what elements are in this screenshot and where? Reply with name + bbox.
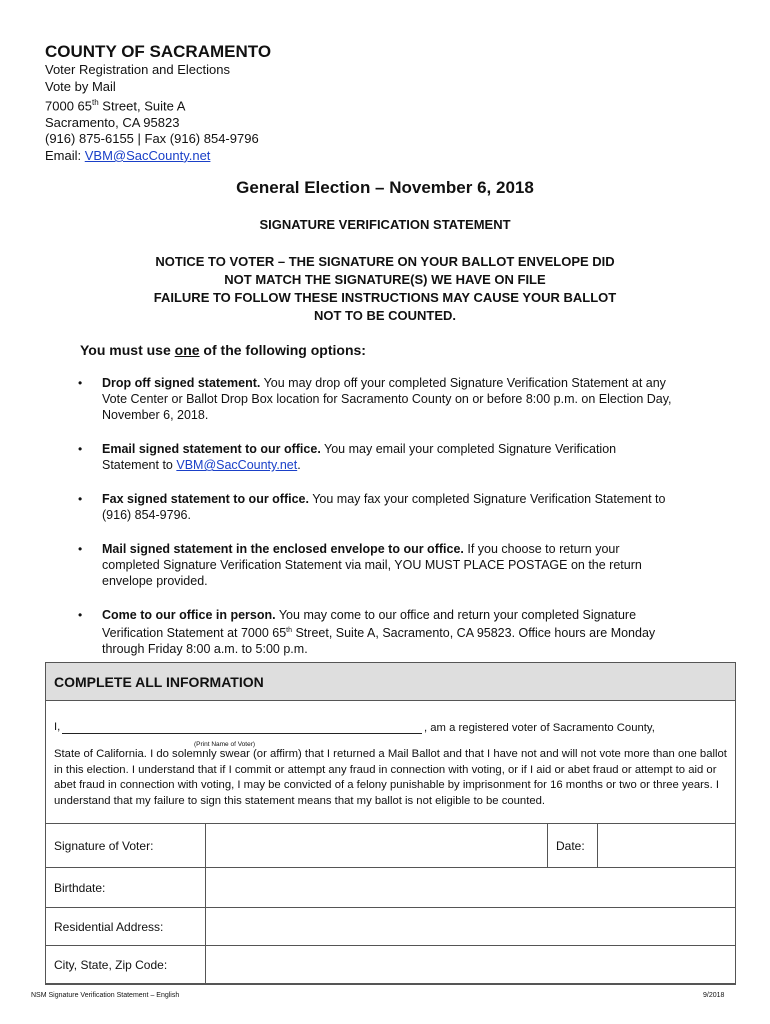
email-link[interactable]: VBM@SacCounty.net (84, 147, 211, 163)
print-name-hint: (Print Name of Voter) (194, 741, 256, 748)
bullet-icon: • (78, 376, 83, 390)
email-link[interactable]: VBM@SacCounty.net (176, 458, 298, 472)
footer-form-id: NSM Signature Verification Statement – English (31, 992, 180, 999)
voter-notice: NOTICE TO VOTER – THE SIGNATURE ON YOUR BALLOT ENVELOPE DID NOT MATCH THE SIGNATURE(S) WE HAVE ON FILE FAILURE TO FOLLOW THESE INSTRUCTIONS MAY CAUSE YOUR BALLOT NOT TO BE COUNTED. (153, 254, 617, 323)
election-title: General Election – November 6, 2018 (236, 178, 534, 197)
oath-statement (54, 720, 730, 809)
option-fax: • Fax signed statement to our office. You may fax your completed Signature Verification Statement to (916) 854-9796. (78, 492, 666, 522)
address-label: Residential Address: (46, 908, 206, 946)
bullet-icon: • (78, 542, 83, 556)
registered-text: , am a registered voter of Sacramento County, (424, 722, 655, 734)
date-field[interactable] (598, 824, 736, 868)
footer-date: 9/2018 (703, 992, 725, 999)
city-field[interactable] (206, 946, 736, 985)
bullet-icon: • (78, 442, 83, 456)
phone-line: (916) 875-6155 | Fax (916) 854-9796 (45, 131, 259, 147)
statement-title: SIGNATURE VERIFICATION STATEMENT (259, 217, 511, 232)
office-address (45, 62, 259, 164)
options-intro: You must use one of the following options: (80, 342, 366, 358)
city-label: City, State, Zip Code: (46, 946, 206, 985)
birthdate-field[interactable] (206, 868, 736, 908)
options-list (75, 375, 675, 675)
city-line: Sacramento, CA 95823 (45, 114, 180, 130)
email-line: Email: VBM@SacCounty.net (45, 147, 211, 163)
signature-label: Signature of Voter: (46, 824, 206, 868)
department-line: Voter Registration and Elections (45, 62, 230, 77)
street-line: 7000 65th Street, Suite A (45, 98, 186, 114)
county-title: COUNTY OF SACRAMENTO (45, 42, 272, 61)
signature-field[interactable] (206, 824, 548, 868)
date-label: Date: (548, 824, 598, 868)
option-email: • Email signed statement to our office. You may email your completed Signature Verification Statement to VBM@SacCounty.net. (78, 442, 617, 472)
i-label: I, (54, 721, 61, 733)
print-name-field[interactable] (62, 733, 422, 734)
bullet-icon: • (78, 492, 83, 506)
option-in-person: • Come to our office in person. You may come to our office and return your completed Signature Verification Statement at 7000 65th Street, Suite A, Sacramento, CA 95823. Office hours are Monday through Friday 8:00 a.m. to 5:00 p.m. (78, 608, 656, 657)
division-line: Vote by Mail (45, 78, 116, 94)
option-drop-off: • Drop off signed statement. You may drop off your completed Signature Verification Statement at any Vote Center or Ballot Drop Box location for Sacramento County on or before 8:00 p.m. on Election Day, November 6, 2018. (78, 376, 672, 422)
bullet-icon: • (78, 608, 83, 622)
birthdate-label: Birthdate: (46, 868, 206, 908)
option-mail: • Mail signed statement in the enclosed envelope to our office. If you choose to return your completed Signature Verification Statement via mail, YOU MUST PLACE POSTAGE on the return envelope provided. (78, 542, 642, 588)
oath-text: State of California. I do solemnly swear (or affirm) that I returned a Mail Ballot and that I have not and will not vote more than one ballot in this election. I understand that if I commit or attempt any fraud in connection with voting, or if I aid or abet fraud or attempt to aid or abet fraud in connection with voting, I may be convicted of a felony punishable by imprisonment for 16 months or two or three years. I understand that my failure to sign this statement means that my ballot is not eligible to be counted. (54, 748, 727, 807)
form-heading: COMPLETE ALL INFORMATION (46, 663, 735, 701)
voter-info-table (45, 823, 736, 985)
address-field[interactable] (206, 908, 736, 946)
